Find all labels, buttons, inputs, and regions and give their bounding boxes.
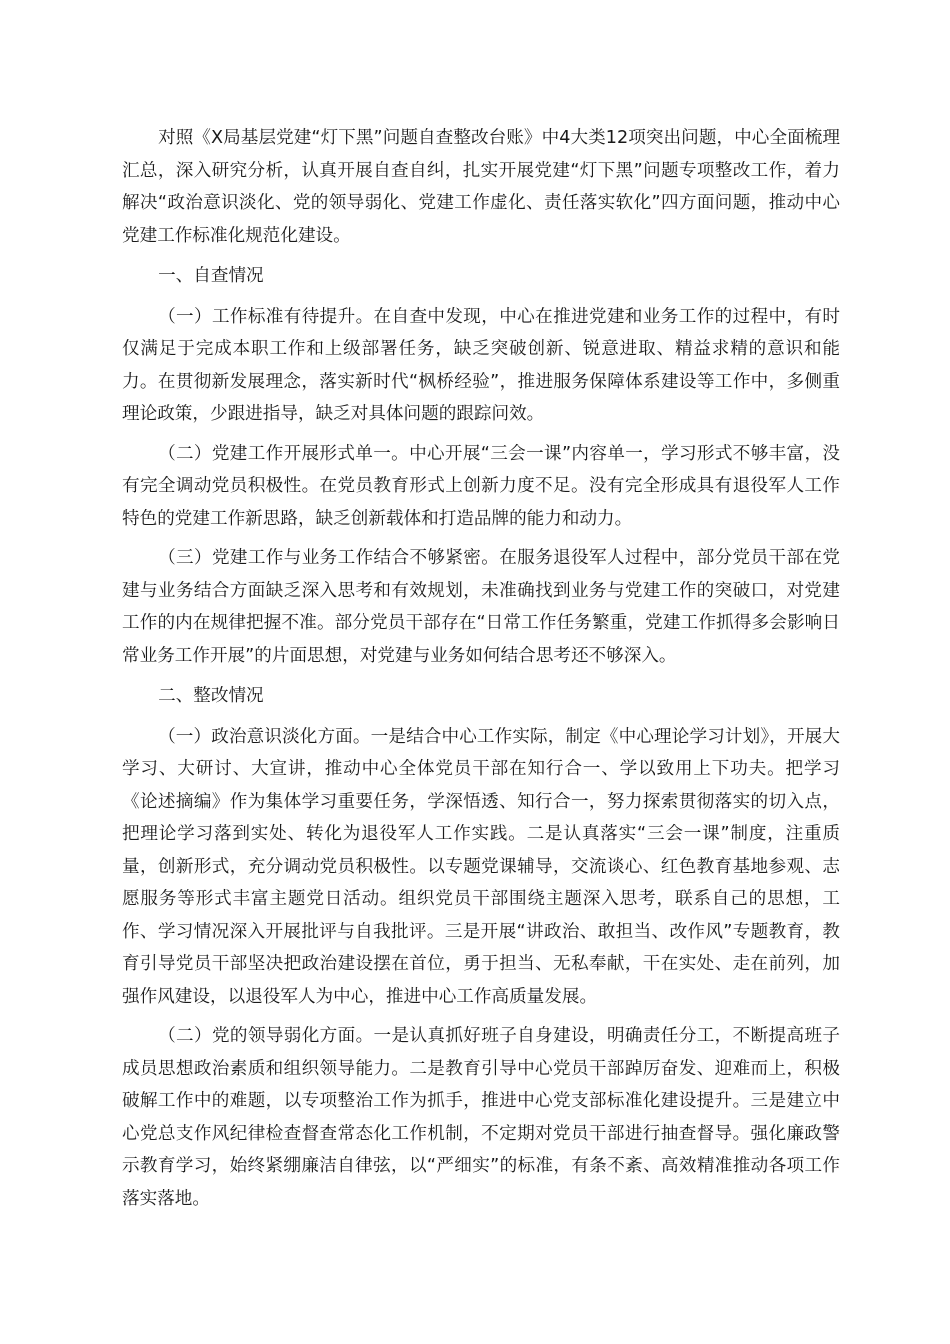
rectification-paragraph-1: （一）政治意识淡化方面。一是结合中心工作实际，制定《中心理论学习计划》，开展大学习、大研讨、大宣讲，推动中心全体党员干部在知行合一、学以致用上下功夫。把学习《论述摘编》作为集体学习重要任务，学深悟透、知行合一，努力探索贯彻落实的切入点，把理论学习落到实处、转化为退役军人工作实践。二是认真落实“三会一课”制度，注重质量，创新形式，充分调动党员积极性。以专题党课辅导，交流谈心、红色教育基地参观、志愿服务等形式丰富主题党日活动。组织党员干部围绕主题深入思考，联系自己的思想，工作、学习情况深入开展批评与自我批评。三是开展“讲政治、敢担当、改作风”专题教育，教育引导党员干部坚决把政治建设摆在首位，勇于担当、无私奉献，干在实处、走在前列，加强作风建设，以退役军人为中心，推进中心工作高质量发展。 xyxy=(122,726,840,1007)
document-body xyxy=(122,122,840,1215)
self-inspection-paragraph-1: （一）工作标准有待提升。在自查中发现，中心在推进党建和业务工作的过程中，有时仅满足于完成本职工作和上级部署任务，缺乏突破创新、锐意进取、精益求精的意识和能力。在贯彻新发展理念，落实新时代“枫桥经验”，推进服务保障体系建设等工作中，多侧重理论政策，少跟进指导，缺乏对具体问题的跟踪问效。 xyxy=(122,306,840,424)
self-inspection-paragraph-2: （二）党建工作开展形式单一。中心开展“三会一课”内容单一，学习形式不够丰富，没有完全调动党员积极性。在党员教育形式上创新力度不足。没有完全形成具有退役军人工作特色的党建工作新思路，缺乏创新载体和打造品牌的能力和动力。 xyxy=(122,443,840,529)
section-heading-self-inspection: 一、自查情况 xyxy=(158,266,264,286)
self-inspection-paragraph-3: （三）党建工作与业务工作结合不够紧密。在服务退役军人过程中，部分党员干部在党建与业务结合方面缺乏深入思考和有效规划，未准确找到业务与党建工作的突破口，对党建工作的内在规律把握不准。部分党员干部存在“日常工作任务繁重，党建工作抓得多会影响日常业务工作开展”的片面思想，对党建与业务如何结合思考还不够深入。 xyxy=(122,548,840,666)
rectification-paragraph-2: （二）党的领导弱化方面。一是认真抓好班子自身建设，明确责任分工，不断提高班子成员思想政治素质和组织领导能力。二是教育引导中心党员干部踔厉奋发、迎难而上，积极破解工作中的难题，以专项整治工作为抓手，推进中心党支部标准化建设提升。三是建立中心党总支作风纪律检查督查常态化工作机制，不定期对党员干部进行抽查督导。强化廉政警示教育学习，始终紧绷廉洁自律弦，以“严细实”的标准，有条不紊、高效精准推动各项工作落实落地。 xyxy=(122,1026,840,1209)
intro-paragraph: 对照《X局基层党建“灯下黑”问题自查整改台账》中4大类12项突出问题，中心全面梳理汇总，深入研究分析，认真开展自查自纠，扎实开展党建“灯下黑”问题专项整改工作，着力解决“政治意识淡化、党的领导弱化、党建工作虚化、责任落实软化”四方面问题，推动中心党建工作标准化规范化建设。 xyxy=(122,128,840,246)
section-heading-rectification: 二、整改情况 xyxy=(158,686,264,706)
